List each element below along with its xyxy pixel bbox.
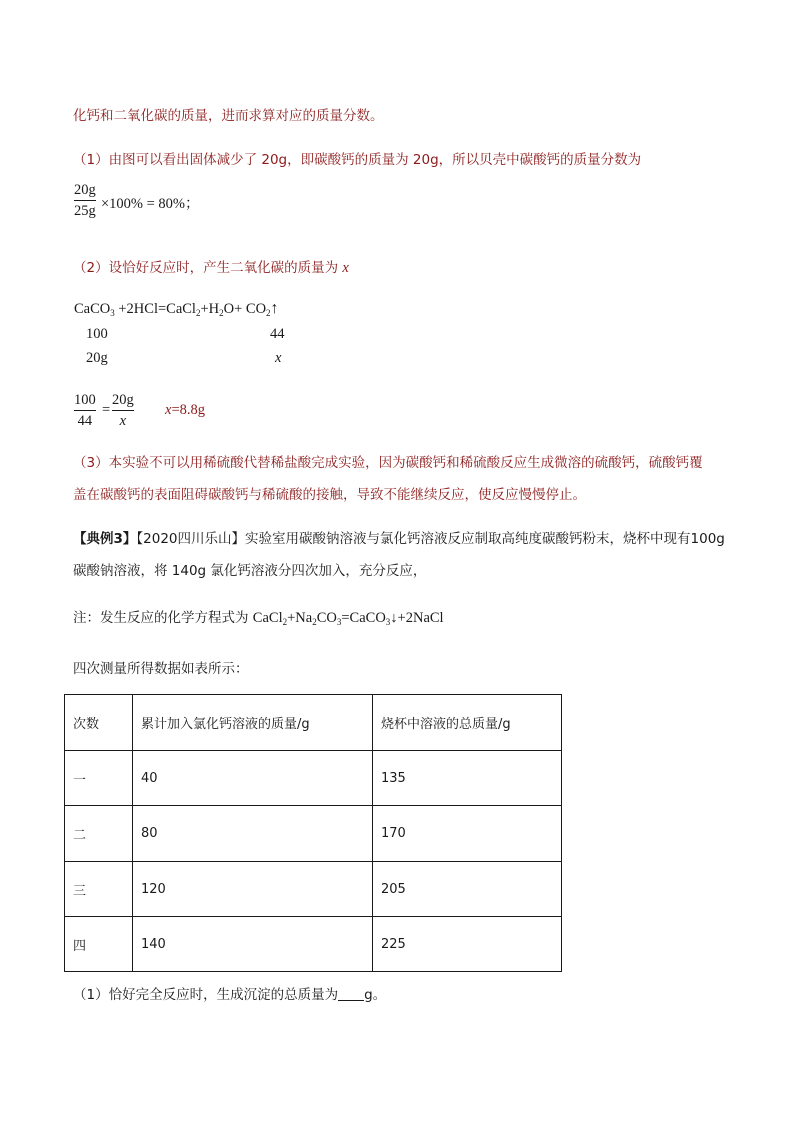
eq-sub: 2 bbox=[266, 308, 271, 318]
note-sub: 2 bbox=[312, 617, 317, 627]
table-row bbox=[65, 917, 562, 972]
table-cell: 205 bbox=[373, 862, 562, 917]
chemical-equation bbox=[74, 300, 279, 318]
table-row bbox=[65, 862, 562, 917]
note-sub: 3 bbox=[385, 617, 391, 627]
eq-hcl-cacl: +2HCl=CaCl bbox=[114, 301, 196, 317]
proportion-right bbox=[112, 391, 134, 430]
given-caco3: 20g bbox=[86, 350, 108, 366]
table-cell: 40 bbox=[133, 751, 373, 806]
part2-text bbox=[73, 256, 349, 277]
part1-text: （1）由图可以看出固体减少了 20g，即碳酸钙的质量为 20g，所以贝壳中碳酸钙的质量分数为 bbox=[73, 152, 642, 168]
eq-caco3: CaCO bbox=[74, 301, 111, 317]
fraction-denominator: x bbox=[119, 413, 127, 429]
part1-fraction bbox=[74, 181, 96, 220]
table-header-cell: 次数 bbox=[65, 695, 133, 751]
question-text: （1）恰好完全反应时，生成沉淀的总质量为 bbox=[73, 987, 339, 1003]
result-var: x bbox=[165, 402, 172, 418]
eq-o-co: O+ CO bbox=[223, 301, 267, 317]
note-nacl: +2NaCl bbox=[397, 610, 444, 626]
eq-sub: 2 bbox=[195, 308, 201, 318]
table-cell: 四 bbox=[65, 917, 133, 972]
note-co: CO bbox=[316, 610, 337, 626]
part1-result: ×100% = 80%； bbox=[101, 196, 200, 212]
part2-label: （2）设恰好反应时，产生二氧化碳的质量为 bbox=[73, 260, 343, 276]
table-cell: 三 bbox=[65, 862, 133, 917]
table-cell: 225 bbox=[373, 917, 562, 972]
eq-sub: 3 bbox=[110, 308, 115, 318]
question-unit: g。 bbox=[364, 987, 387, 1003]
down-arrow-icon: ↓ bbox=[390, 610, 398, 626]
part3-line1: （3）本实验不可以用稀硫酸代替稀盐酸完成实验，因为碳酸钙和稀硫酸反应生成微溶的硫酸钙，硫酸钙覆 bbox=[73, 455, 703, 471]
note-sub: 2 bbox=[282, 617, 288, 627]
table-intro: 四次测量所得数据如表所示： bbox=[73, 661, 249, 677]
note-na: +Na bbox=[287, 610, 313, 626]
table-header-cell: 累计加入氯化钙溶液的质量/g bbox=[133, 695, 373, 751]
result-value: =8.8g bbox=[171, 402, 205, 418]
proportion-equals: = bbox=[102, 402, 111, 418]
up-arrow-icon: ↑ bbox=[270, 300, 279, 317]
example3-line2: 碳酸钠溶液，将 140g 氯化钙溶液分四次加入，充分反应， bbox=[73, 563, 427, 579]
unknown-co2: x bbox=[275, 350, 282, 366]
table-cell: 一 bbox=[65, 751, 133, 806]
mass-co2: 44 bbox=[270, 326, 285, 342]
note-sub: 3 bbox=[336, 617, 342, 627]
table-header-row bbox=[65, 695, 562, 751]
answer-blank[interactable] bbox=[338, 988, 364, 1001]
table-cell: 二 bbox=[65, 806, 133, 862]
fraction-numerator: 20g bbox=[112, 392, 134, 408]
fraction-numerator: 20g bbox=[74, 182, 96, 198]
example-source: 【2020四川乐山】 bbox=[136, 531, 246, 547]
note-cacl: CaCl bbox=[252, 610, 283, 626]
data-table bbox=[64, 694, 562, 972]
table-cell: 140 bbox=[133, 917, 373, 972]
fraction-denominator: 44 bbox=[77, 413, 93, 429]
note-caco: =CaCO bbox=[341, 610, 386, 626]
table-header-cell: 烧杯中溶液的总质量/g bbox=[373, 695, 562, 751]
question-1 bbox=[73, 983, 386, 1003]
proportion-left bbox=[74, 391, 96, 430]
fraction-numerator: 100 bbox=[74, 392, 96, 408]
fraction-denominator: 25g bbox=[74, 203, 96, 219]
table-row bbox=[65, 751, 562, 806]
example3-line1 bbox=[73, 527, 725, 547]
table-cell: 135 bbox=[373, 751, 562, 806]
table-cell: 80 bbox=[133, 806, 373, 862]
table-row bbox=[65, 806, 562, 862]
eq-sub: 2 bbox=[219, 308, 224, 318]
analysis-line1: 化钙和二氧化碳的质量，进而求算对应的质量分数。 bbox=[73, 108, 384, 124]
eq-h: +H bbox=[200, 301, 220, 317]
note-prefix: 注：发生反应的化学方程式为 bbox=[73, 610, 253, 626]
example-text: 实验室用碳酸钠溶液与氯化钙溶液反应制取高纯度碳酸钙粉末，烧杯中现有100g bbox=[245, 531, 725, 547]
fraction-bar bbox=[112, 410, 134, 411]
example-tag: 【典例3】 bbox=[73, 531, 137, 547]
reaction-note bbox=[73, 606, 444, 627]
table-cell: 120 bbox=[133, 862, 373, 917]
proportion-result bbox=[165, 402, 205, 419]
fraction-bar bbox=[74, 410, 96, 411]
fraction-bar bbox=[74, 200, 96, 201]
mass-caco3: 100 bbox=[86, 326, 108, 342]
table-cell: 170 bbox=[373, 806, 562, 862]
part2-var: x bbox=[342, 260, 349, 276]
part3-line2: 盖在碳酸钙的表面阻碍碳酸钙与稀硫酸的接触，导致不能继续反应，使反应慢慢停止。 bbox=[73, 487, 586, 503]
